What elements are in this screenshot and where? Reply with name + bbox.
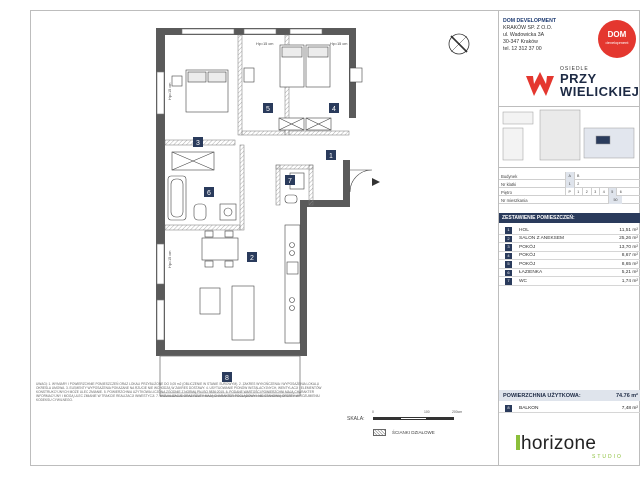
balcony-area: 7,48 m²: [621, 405, 638, 411]
south-wall: [156, 350, 307, 356]
window-west-salon-2: [157, 300, 164, 340]
bed-room4: [306, 45, 330, 87]
sofa: [200, 286, 254, 340]
dining-table: [202, 231, 238, 267]
height-label-room5: Hp=15 cm: [256, 42, 274, 46]
developer-logo-sub: development: [605, 40, 629, 45]
room-area: 8,65 m²: [621, 261, 638, 267]
horizone-name: horizone: [521, 433, 597, 454]
desk-room5: [244, 68, 254, 82]
window-west-room3: [157, 72, 164, 114]
wall-wc-east: [309, 165, 313, 205]
scale-tick: 200cm: [452, 410, 463, 414]
developer-city: 30-347 Kraków: [503, 39, 538, 45]
scale-segment: [427, 417, 454, 420]
hatch-swatch: [373, 429, 386, 436]
wall-bath-east: [240, 145, 244, 230]
list-item: [499, 235, 640, 244]
floor-cell: 3: [591, 188, 600, 196]
balcony-name: BALKON: [519, 405, 539, 411]
horizone-logo: [516, 433, 623, 460]
room-name: POKÓJ: [519, 244, 536, 250]
list-item: [499, 226, 640, 235]
stairs-cell: 1: [565, 180, 574, 188]
building-cell: A: [565, 172, 574, 180]
balcony-row: [499, 404, 640, 413]
window-room3: [182, 29, 234, 34]
room-name: POKÓJ: [519, 261, 536, 267]
scale-segment: [400, 417, 427, 420]
developer-phone: tel. 12 312 37 00: [503, 46, 542, 52]
wall-bath-south: [165, 225, 240, 230]
scale-label: SKALA:: [347, 416, 365, 422]
unit-row: [499, 196, 640, 204]
bathroom-sink-toilet: [194, 204, 236, 220]
room-number: 6: [505, 270, 512, 277]
list-item: [499, 269, 640, 278]
floor-label: Piętro: [501, 189, 512, 195]
floor-cells: [565, 188, 625, 196]
room-area: 5,21 m²: [621, 270, 638, 275]
total-area-value: 74.76 m²: [615, 392, 638, 399]
total-area-label: POWIERZCHNIA UŻYTKOWA:: [503, 392, 581, 399]
wall-room3-room5: [238, 35, 242, 135]
developer-name: DOM DEVELOPMENT: [503, 18, 557, 24]
room-name: WC: [519, 278, 527, 284]
floor-cell: 2: [582, 188, 591, 196]
label-room-7: 7: [288, 178, 292, 185]
stairs-cell: 2: [574, 180, 583, 188]
label-room-5: 5: [266, 106, 270, 113]
north-arrow-icon: [449, 34, 469, 54]
desk-room4: [350, 68, 362, 82]
room-number: 2: [505, 236, 512, 243]
wall-wc-west: [276, 165, 280, 205]
entry-side-wall: [343, 160, 350, 207]
horizone-sub: STUDIO: [592, 454, 623, 460]
label-room-4: 4: [332, 106, 336, 113]
estate-logo: [524, 66, 640, 100]
estate-line3: WIELICKIEJ: [560, 84, 640, 99]
stairs-label: Nr klatki: [501, 181, 517, 187]
rooms-header: ZESTAWIENIE POMIESZCZEŃ:: [499, 213, 640, 223]
room-name: ŁAZIENKA: [519, 270, 543, 275]
floor-row: [499, 188, 640, 196]
rooms-list: [499, 226, 640, 286]
room-number: 5: [505, 261, 512, 268]
room-number: 3: [505, 244, 512, 251]
floor-cell: P: [565, 188, 574, 196]
developer-company: KRAKÓW SP. Z O.O.: [503, 25, 553, 31]
room-number: 4: [505, 253, 512, 260]
estate-line2: PRZY: [560, 71, 597, 86]
developer-logo-text: DOM: [607, 30, 627, 39]
label-room-8: 8: [225, 375, 229, 382]
list-item: [499, 277, 640, 286]
bathtub: [168, 176, 186, 220]
entry-door: [350, 170, 380, 192]
room-name: HOL: [519, 227, 529, 233]
wardrobe-room3: [172, 152, 214, 170]
window-room5: [244, 29, 276, 34]
label-room-6: 6: [207, 190, 211, 197]
list-item: [499, 252, 640, 261]
floor-cell: 4: [599, 188, 608, 196]
floor-cell: 1: [574, 188, 583, 196]
building-label: Budynek: [501, 173, 518, 179]
wall-wc-north: [276, 165, 313, 169]
height-label-salon: Hp=15 cm: [168, 250, 172, 268]
stairs-cells: [565, 180, 582, 188]
bed-room3: [172, 70, 228, 112]
building-cell: B: [574, 172, 583, 180]
unit-info-grid: [499, 172, 640, 204]
scale-tick: 100: [424, 410, 430, 414]
unit-cells: [608, 196, 622, 204]
room-area: 13,70 m²: [619, 244, 638, 250]
list-item: [499, 243, 640, 252]
key-plan: [499, 106, 640, 168]
height-label-room3: Hp=15 cm: [168, 82, 172, 100]
scale-segment: [373, 417, 400, 420]
wall-room5-south: [242, 131, 285, 135]
label-room-3: 3: [196, 140, 200, 147]
list-item: [499, 260, 640, 269]
floor-cell: 5: [608, 188, 617, 196]
unit-label: Nr mieszkania: [501, 197, 528, 203]
horizone-mark-icon: [516, 435, 520, 450]
building-row: [499, 172, 640, 180]
room-area: 25,26 m²: [619, 236, 638, 241]
window-west-salon: [157, 244, 164, 284]
room-name: POKÓJ: [519, 253, 536, 258]
kitchen-counter: [285, 225, 300, 343]
room-area: 8,67 m²: [621, 253, 638, 258]
developer-logo: [598, 20, 636, 58]
estate-line1: OSIEDLE: [560, 66, 589, 72]
scale-tick: 0: [372, 410, 374, 414]
wardrobes-rooms-4-5: [279, 118, 331, 130]
wall-legend-label: ŚCIANKI DZIAŁOWE: [392, 430, 435, 435]
floor-cell: 6: [616, 188, 625, 196]
window-room4: [290, 29, 322, 34]
entry-jog-wall: [300, 200, 350, 207]
room-number: 1: [505, 227, 512, 234]
disclaimer-text: UWAGI: 1. WYMIARY I POWIERZCHNIE POMIESZCZEŃ ORAZ LOKALI PRZYBLIŻONE DO 0,05 m2 (OBLICZENIE W STANIE SUROWYM). 2. ZAKRES WYKOŃCZENIA I WYPOSAŻENIA LOKALU OKREŚLA UMOWA. 3. ELEMENTY WYPOSAŻENIA POKAZANE NA RZUCIE NIE WCHODZĄ W ZAKRES DOSTAWY. 4. USYTUOWANIE PIONÓW INSTALACYJNYCH, WENTYLACJI I ELEMENTÓW KONSTRUKCYJNYCH MOŻE ULEC ZMIANIE. 5. POWIERZCHNIA UŻYTKOWA LICZONA ZGODNIE Z NORMĄ PN-ISO 9836:2015. 6. PODANE WARTOŚCI POWIERZCHNI MAJĄ CHARAKTER INFORMACYJNY I MOGĄ ULEC ZMIANIE W TRAKCIE REALIZACJI INWESTYCJI. 7. WIZUALIZACJE ORAZ RZUTY MAJĄ CHARAKTER POGLĄDOWY I NIE STANOWIĄ OFERTY W ROZUMIENIU KODEKSU CYWILNEGO.: [36, 382, 322, 403]
balcony-number: 8: [505, 405, 512, 412]
unit-cell: 50: [608, 196, 622, 204]
developer-street: ul. Wadowicka 3A: [503, 32, 545, 38]
label-room-1: 1: [329, 153, 333, 160]
room-area: 11,51 m²: [619, 227, 638, 233]
scale-bar: [373, 417, 463, 421]
room-name: SALON Z ANEKSEM: [519, 236, 565, 241]
stairs-row: [499, 180, 640, 188]
total-area-bar: [499, 390, 640, 401]
bed-room5: [280, 45, 304, 87]
developer-address: [503, 18, 556, 53]
room-area: 1,74 m²: [621, 278, 638, 284]
label-room-2: 2: [250, 255, 254, 262]
room-number: 7: [505, 278, 512, 285]
height-label-room4: Hp=15 cm: [330, 42, 348, 46]
wall-room4-south: [289, 131, 349, 135]
building-cells: [565, 172, 582, 180]
east-wall-lower: [300, 200, 307, 356]
